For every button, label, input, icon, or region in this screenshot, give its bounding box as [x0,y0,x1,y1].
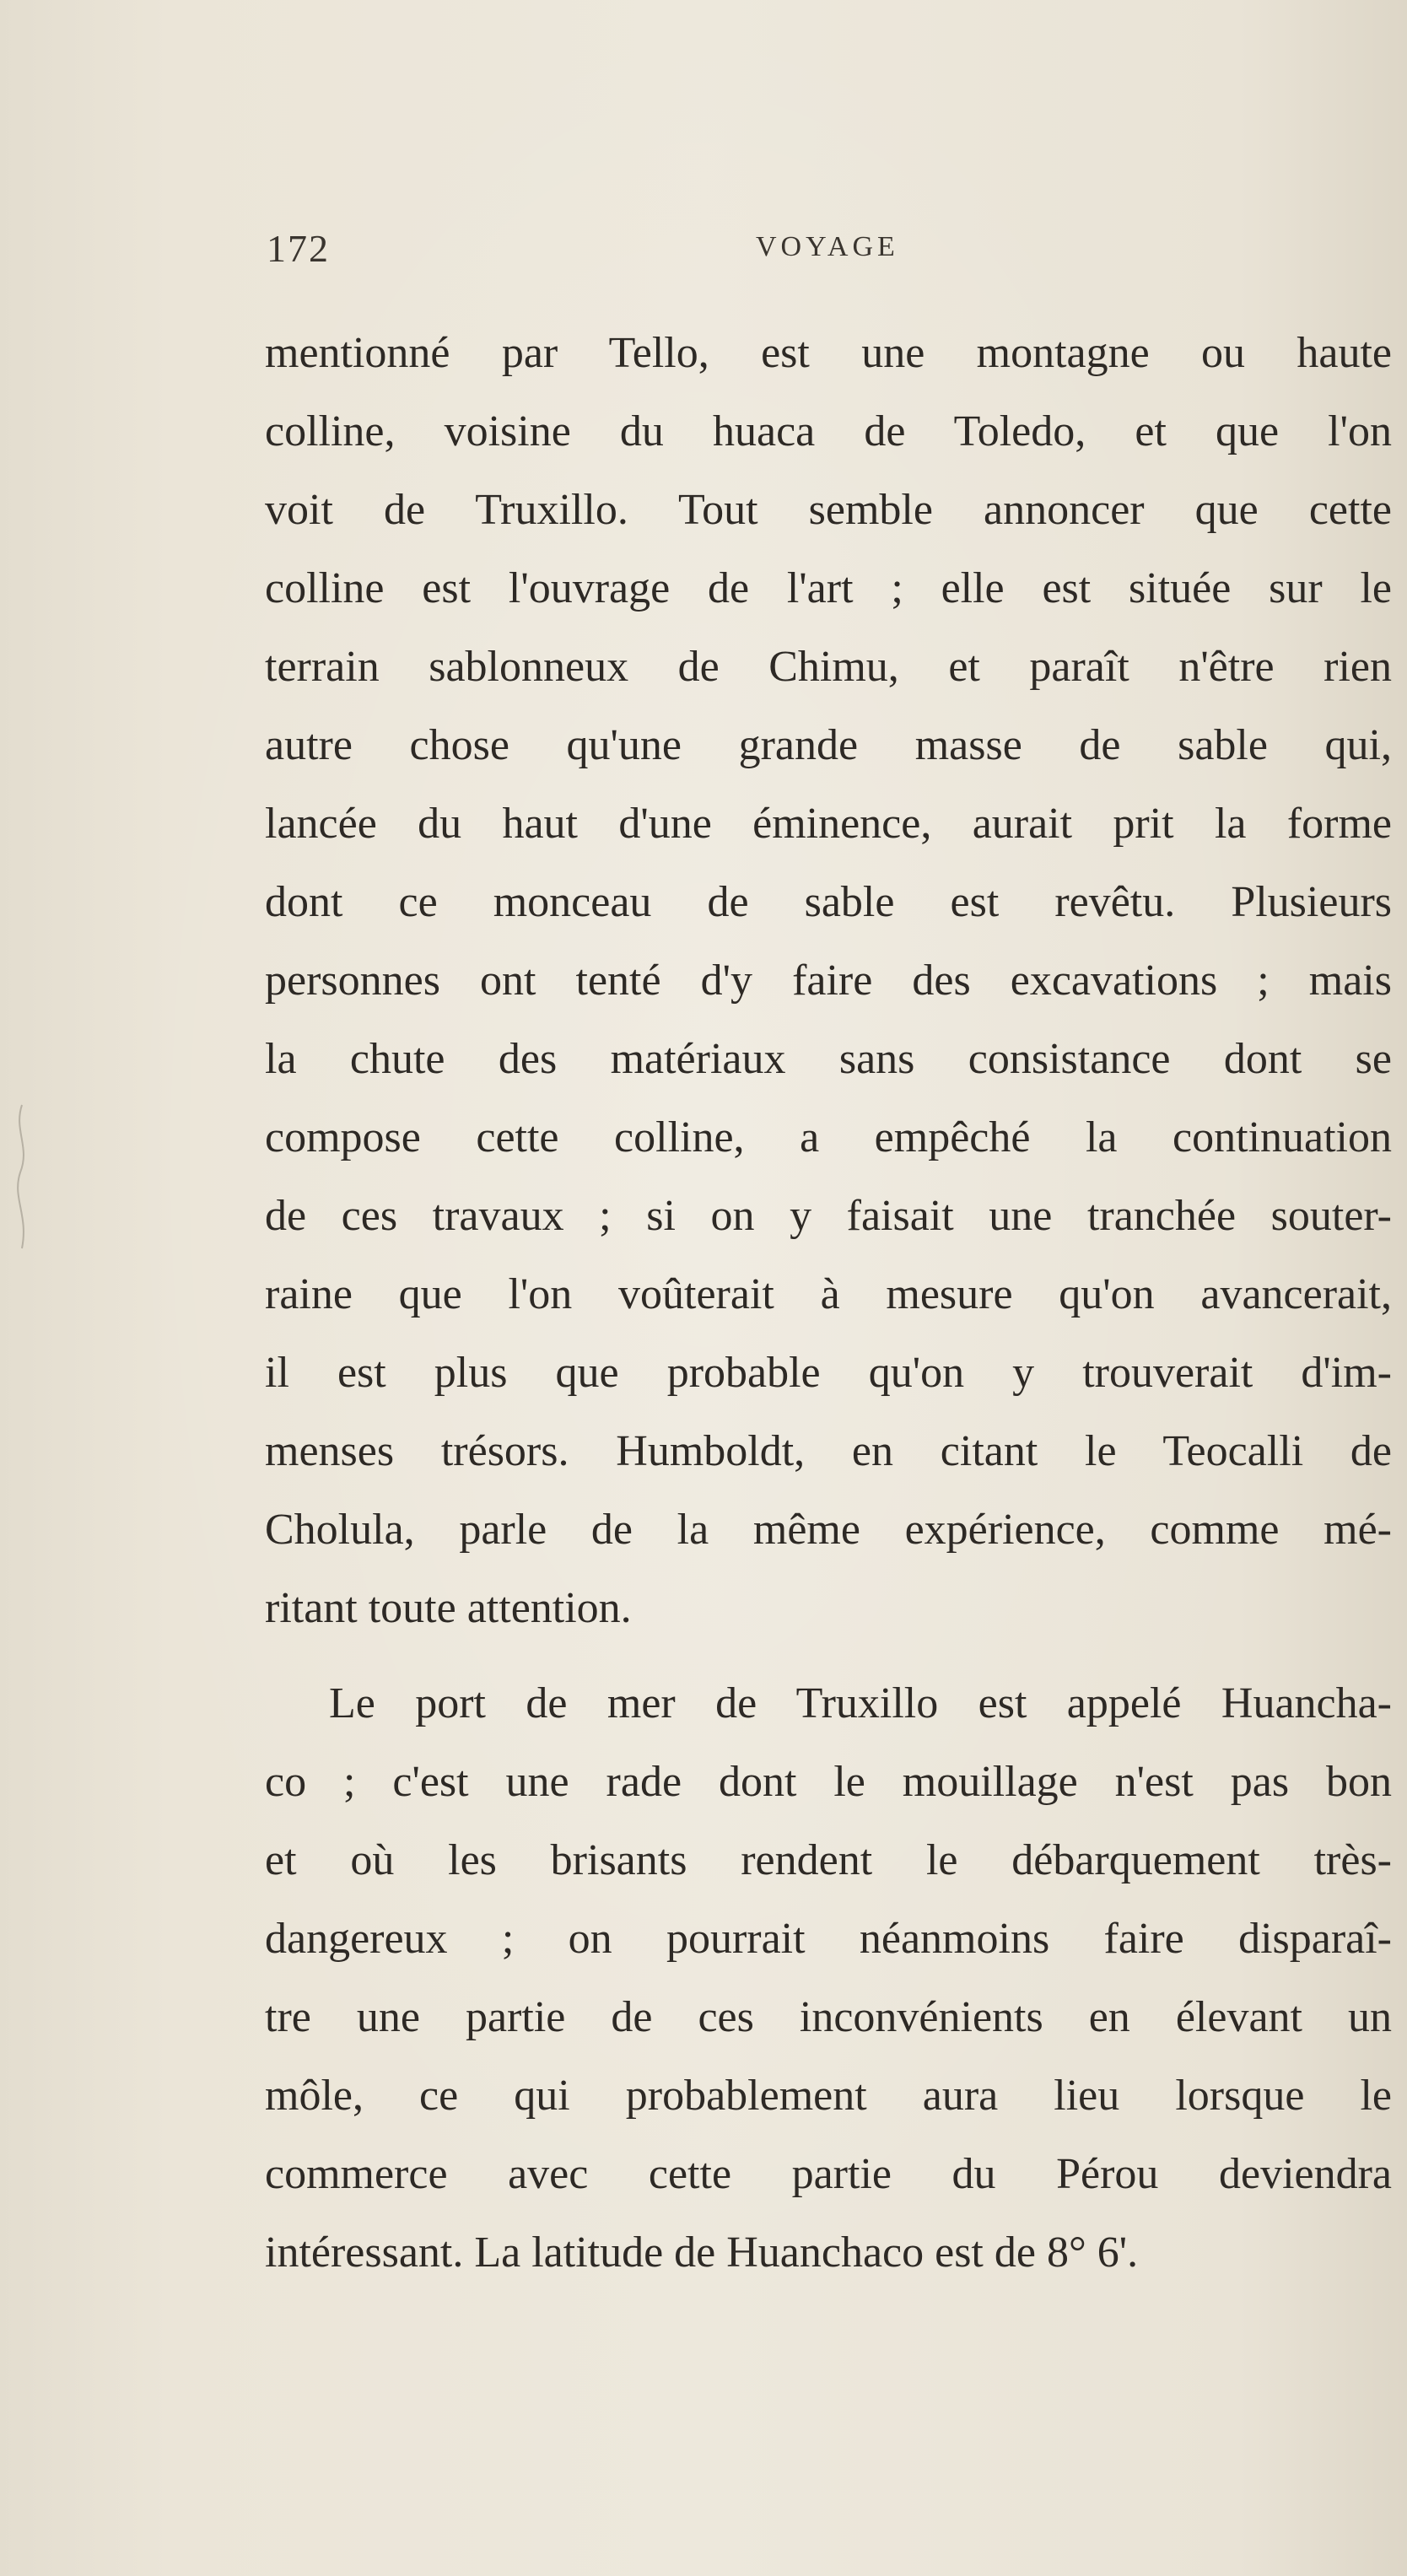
paragraph [265,314,1392,1647]
text-line: commerce avec cette partie du Pérou deviendra [265,2150,1392,2198]
text-line: mentionné par Tello, est une montagne ou haute [265,329,1392,377]
text-line: dangereux ; on pourrait néanmoins faire disparaî- [265,1915,1392,1963]
text-line: raine que l'on voûterait à mesure qu'on avancerait, [265,1270,1392,1318]
text-line: lancée du haut d'une éminence, aurait prit la forme [265,800,1392,848]
text-line: co ; c'est une rade dont le mouillage n'est pas bon [265,1758,1392,1806]
paragraph [265,1664,1392,2292]
text-line: la chute des matériaux sans consistance dont se [265,1035,1392,1083]
text-line: voit de Truxillo. Tout semble annoncer que cette [265,486,1392,534]
running-title: VOYAGE [756,231,899,262]
margin-pencil-mark [5,1097,39,1265]
running-head [267,226,1397,277]
text-line: môle, ce qui probablement aura lieu lorsque le [265,2072,1392,2120]
text-line: personnes ont tenté d'y faire des excavations ; mais [265,957,1392,1005]
text-line: menses trésors. Humboldt, en citant le Teocalli de [265,1427,1392,1475]
text-line: et où les brisants rendent le débarquement très- [265,1836,1392,1884]
text-line: colline, voisine du huaca de Toledo, et que l'on [265,407,1392,455]
text-line: ritant toute attention. [265,1584,632,1632]
text-line: Cholula, parle de la même expérience, comme mé- [265,1506,1392,1554]
text-line: il est plus que probable qu'on y trouverait d'im- [265,1349,1392,1397]
text-line: dont ce monceau de sable est revêtu. Plusieurs [265,878,1392,926]
text-line: compose cette colline, a empêché la continuation [265,1113,1392,1161]
body-text [265,314,1392,2292]
text-line: autre chose qu'une grande masse de sable qui, [265,721,1392,769]
text-line: Le port de mer de Truxillo est appelé Huancha- [329,1679,1392,1727]
text-line: tre une partie de ces inconvénients en élevant un [265,1993,1392,2041]
text-line: de ces travaux ; si on y faisait une tranchée souter- [265,1192,1392,1240]
text-line: terrain sablonneux de Chimu, et paraît n'être rien [265,643,1392,691]
text-line: intéressant. La latitude de Huanchaco est de 8° 6'. [265,2228,1139,2277]
page-number: 172 [267,227,330,270]
text-line: colline est l'ouvrage de l'art ; elle est située sur le [265,564,1392,612]
